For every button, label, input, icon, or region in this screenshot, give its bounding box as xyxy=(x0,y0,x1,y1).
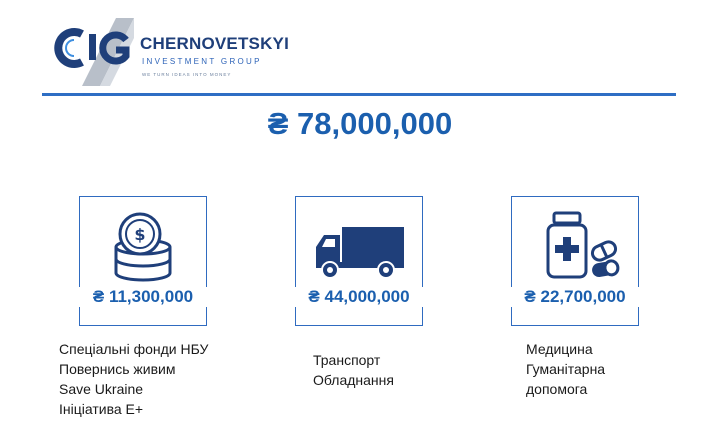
card-transport xyxy=(295,196,423,326)
list-item: Повернись живим xyxy=(59,361,176,377)
list-item: Save Ukraine xyxy=(59,381,144,397)
brand-subtitle: INVESTMENT GROUP xyxy=(142,57,262,66)
transport-list xyxy=(313,350,394,390)
list-item: Транспорт xyxy=(313,352,381,368)
list-item: Ініціатива Е+ xyxy=(59,401,144,417)
medicine-icon xyxy=(512,207,638,287)
brand-tagline: WE TURN IDEAS INTO MONEY xyxy=(142,72,232,77)
card-amount: ₴ 44,000,000 xyxy=(286,287,432,307)
cig-logo-mark-icon xyxy=(52,10,134,86)
total-amount: ₴ 78,000,000 xyxy=(267,106,453,141)
list-item: допомога xyxy=(526,381,588,397)
brand-name: CHERNOVETSKYI xyxy=(140,34,290,53)
truck-icon xyxy=(296,207,422,287)
list-item: Гуманітарна xyxy=(526,361,606,377)
medicine-list xyxy=(526,339,605,399)
svg-text:$: $ xyxy=(134,225,146,244)
card-amount: ₴ 22,700,000 xyxy=(502,287,648,307)
list-item: Медицина xyxy=(526,341,593,357)
card-amount: ₴ 11,300,000 xyxy=(70,287,216,307)
list-item: Обладнання xyxy=(313,372,394,388)
list-item: Спеціальні фонди НБУ xyxy=(59,341,209,357)
funds-list xyxy=(59,339,208,419)
header-divider xyxy=(42,93,676,96)
card-medicine xyxy=(511,196,639,326)
company-logo xyxy=(52,10,302,86)
coins-icon xyxy=(80,207,206,287)
card-funds xyxy=(79,196,207,326)
